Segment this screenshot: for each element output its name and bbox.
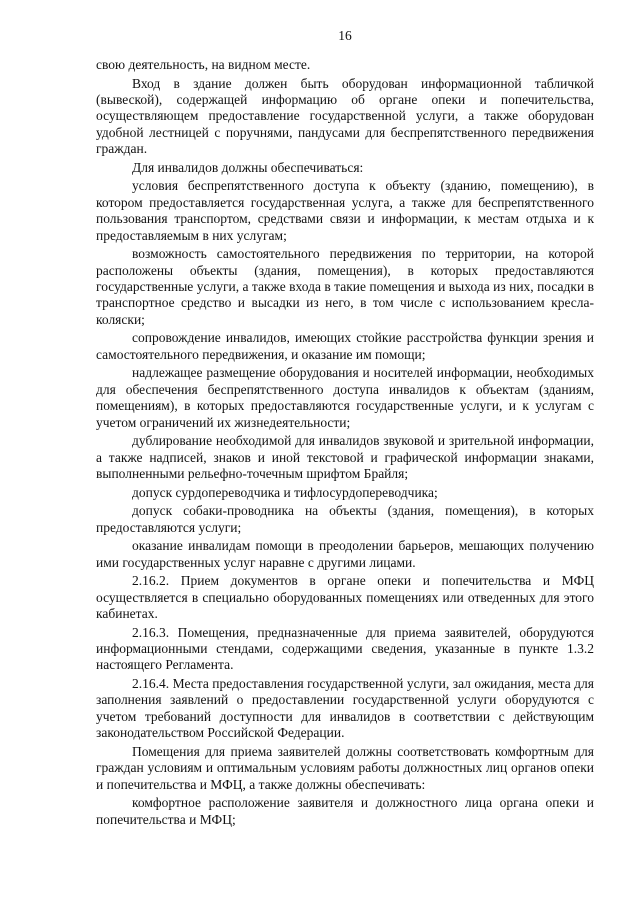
document-body	[96, 57, 594, 830]
paragraph: дублирование необходимой для инвалидов звуковой и зрительной информации, а также надписей, знаков и иной текстовой и графической информации знаками, выполненными рельефно-точечным шрифтом Брайля;	[96, 433, 594, 482]
paragraph: Помещения для приема заявителей должны соответствовать комфортным для граждан условиям и оптимальным условиям работы должностных лиц органов опеки и попечительства и МФЦ, а также должны обеспечивать:	[96, 743, 594, 792]
paragraph: оказание инвалидам помощи в преодолении барьеров, мешающих получению ими государственных услуг наравне с другими лицами.	[96, 538, 594, 570]
paragraph: Для инвалидов должны обеспечиваться:	[132, 159, 364, 175]
page-number: 16	[338, 28, 352, 43]
paragraph: допуск собаки-проводника на объекты (здания, помещения), в которых предоставляются услуги;	[96, 503, 594, 535]
paragraph: Вход в здание должен быть оборудован информационной табличкой (вывеской), содержащей информацию об органе опеки и попечительства, осуществляющем предоставление государственной услуги, а также оборудован удобной лестницей с поручнями, пандусами для беспрепятственного передвижения граждан.	[96, 75, 594, 157]
paragraph: условия беспрепятственного доступа к объекту (зданию, помещению), в котором предоставляется государственная услуга, а также для беспрепятственного пользования транспортом, средствами связи и информации, к местам отдыха и к предоставляемым в них услугам;	[96, 178, 594, 243]
paragraph: свою деятельность, на видном месте.	[96, 57, 311, 72]
paragraph: 2.16.2. Прием документов в органе опеки и попечительства и МФЦ осуществляется в специально оборудованных помещениях или отведенных для этого кабинетах.	[96, 573, 594, 622]
paragraph: 2.16.3. Помещения, предназначенные для приема заявителей, оборудуются информационными стендами, содержащими сведения, указанные в пункте 1.3.2 настоящего Регламента.	[96, 624, 594, 673]
paragraph: надлежащее размещение оборудования и носителей информации, необходимых для обеспечения беспрепятственного доступа инвалидов к объектам (зданиям, помещениям), в которых предоставляются государственные услуги, и к услугам с учетом ограничений их жизнедеятельности;	[96, 365, 594, 430]
paragraph: сопровождение инвалидов, имеющих стойкие расстройства функции зрения и самостоятельного передвижения, и оказание им помощи;	[96, 330, 594, 362]
paragraph: допуск сурдопереводчика и тифлосурдопереводчика;	[132, 484, 438, 500]
paragraph: комфортное расположение заявителя и должностного лица органа опеки и попечительства и МФЦ;	[96, 795, 594, 827]
paragraph: возможность самостоятельного передвижения по территории, на которой расположены объекты (здания, помещения), в которых предоставляются государственные услуги, а также входа в такие помещения и выхода из них, посадки в транспортное средство и высадки из него, в том числе с использованием кресла-коляски;	[96, 246, 594, 327]
paragraph: 2.16.4. Места предоставления государственной услуги, зал ожидания, места для заполнения заявлений о предоставлении государственной услуги оборудуются с учетом требований доступности для инвалидов в соответствии с действующим законодательством Российской Федерации.	[96, 676, 594, 741]
